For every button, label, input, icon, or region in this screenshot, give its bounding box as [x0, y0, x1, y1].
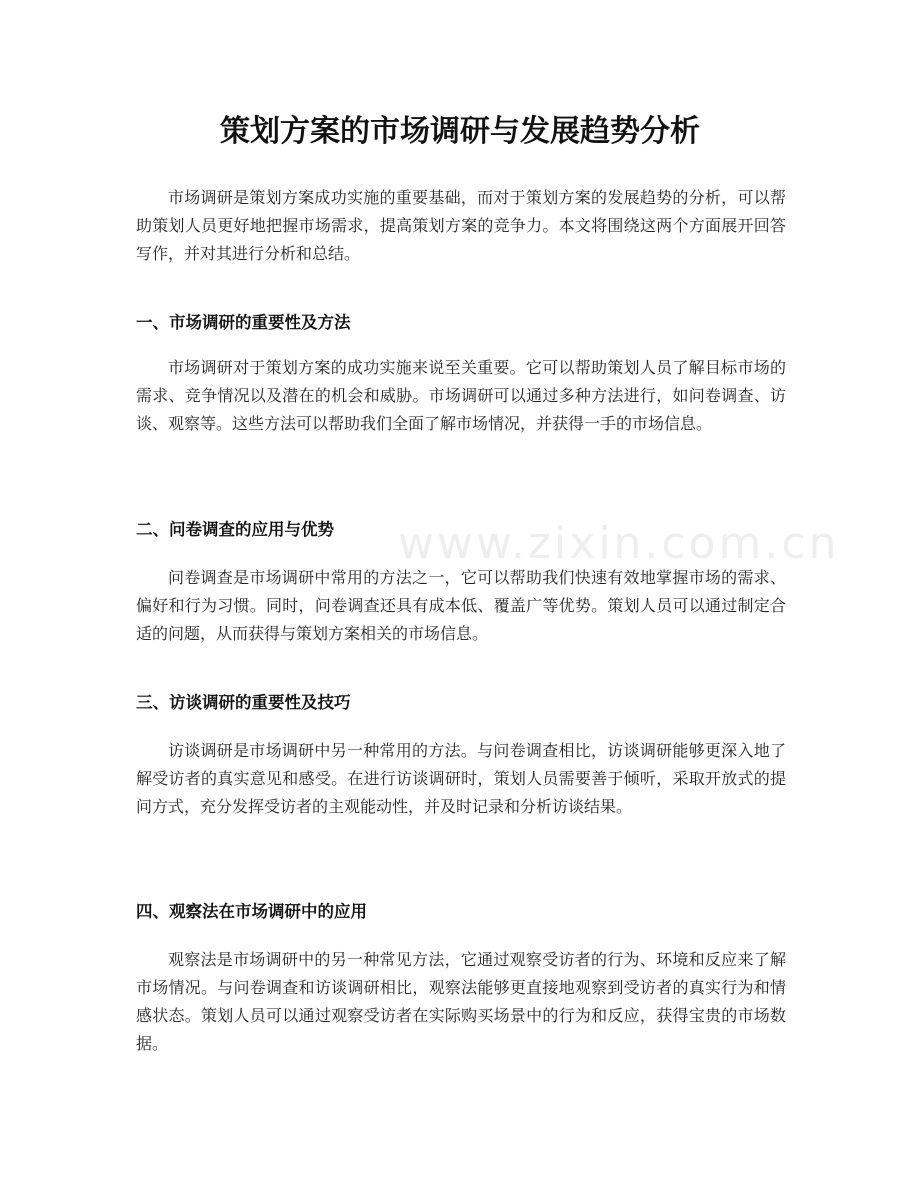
watermark: www.zixin.com.cn — [398, 518, 840, 569]
section-1-heading: 一、市场调研的重要性及方法 — [136, 313, 351, 332]
section-3-heading: 三、访谈调研的重要性及技巧 — [136, 693, 351, 712]
section-2-body: 问卷调查是市场调研中常用的方法之一，它可以帮助我们快速有效地掌握市场的需求、偏好和行为习惯。同时，问卷调查还具有成本低、覆盖广等优势。策划人员可以通过制定合适的问题，从而获得与策划方案相关的市场信息。 — [136, 568, 786, 643]
intro-paragraph: 市场调研是策划方案成功实施的重要基础，而对于策划方案的发展趋势的分析，可以帮助策划人员更好地把握市场需求，提高策划方案的竞争力。本文将围绕这两个方面展开回答写作，并对其进行分析和总结。 — [136, 188, 786, 263]
document-title: 策划方案的市场调研与发展趋势分析 — [220, 114, 700, 149]
section-2-heading: 二、问卷调查的应用与优势 — [136, 520, 334, 539]
section-4-heading: 四、观察法在市场调研中的应用 — [136, 902, 367, 921]
section-4-body: 观察法是市场调研中的另一种常见方法，它通过观察受访者的行为、环境和反应来了解市场情况。与问卷调查和访谈调研相比，观察法能够更直接地观察到受访者的真实行为和情感状态。策划人员可以通过观察受访者在实际购买场景中的行为和反应，获得宝贵的市场数据。 — [136, 950, 786, 1053]
section-3-body: 访谈调研是市场调研中另一种常用的方法。与问卷调查相比，访谈调研能够更深入地了解受访者的真实意见和感受。在进行访谈调研时，策划人员需要善于倾听，采取开放式的提问方式，充分发挥受访者的主观能动性，并及时记录和分析访谈结果。 — [136, 741, 786, 816]
section-1-body: 市场调研对于策划方案的成功实施来说至关重要。它可以帮助策划人员了解目标市场的需求、竞争情况以及潜在的机会和威胁。市场调研可以通过多种方法进行，如问卷调查、访谈、观察等。这些方法可以帮助我们全面了解市场情况，并获得一手的市场信息。 — [136, 358, 786, 433]
